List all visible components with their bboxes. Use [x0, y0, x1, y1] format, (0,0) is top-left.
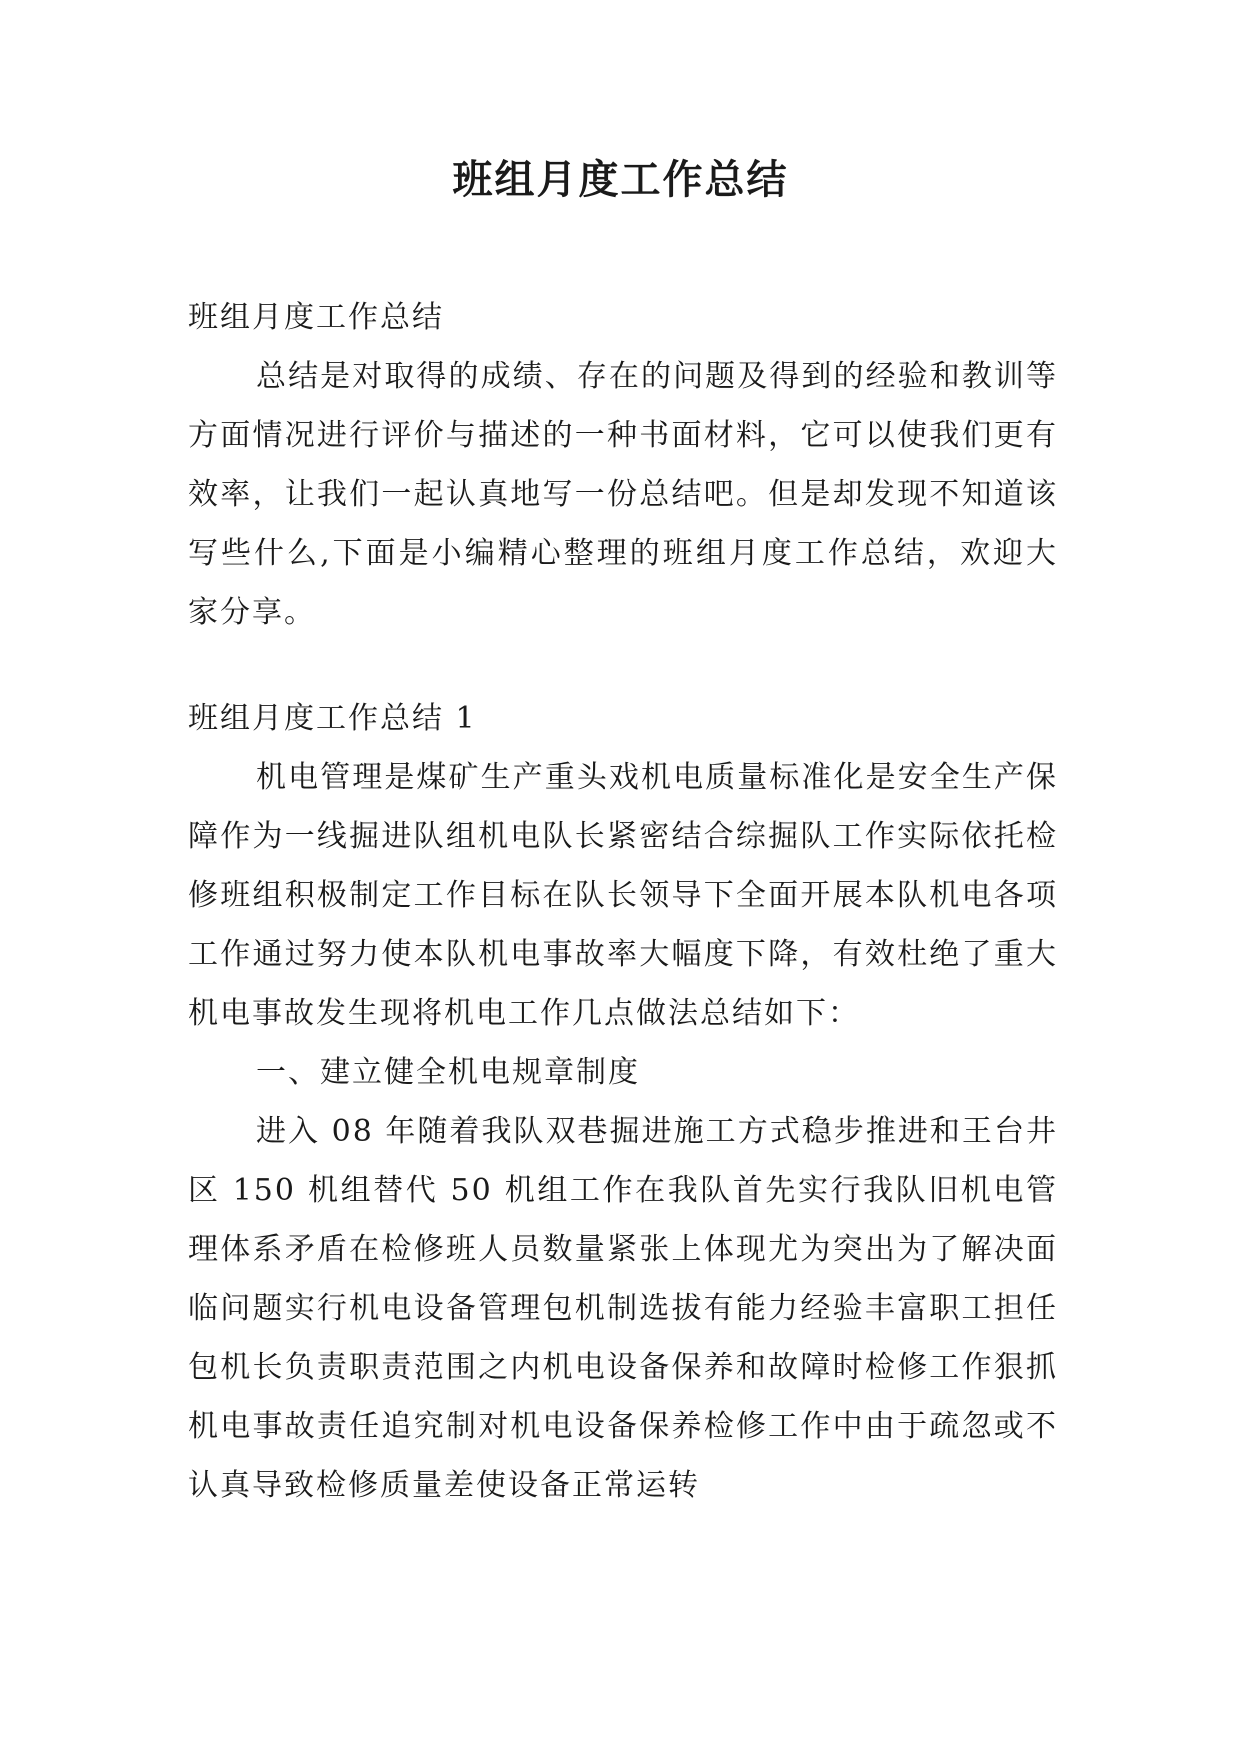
intro-heading: 班组月度工作总结 [188, 300, 444, 335]
document-title: 班组月度工作总结 [452, 156, 789, 203]
document-body [188, 288, 1058, 1515]
subheading-1: 一、建立健全机电规章制度 [256, 1055, 640, 1090]
section1-heading: 班组月度工作总结 1 [188, 701, 477, 736]
paragraph-2: 进入 08 年随着我队双巷掘进施工方式稳步推进和王台井区 150 机组替代 50 机组工作在我队首先实行我队旧机电管理体系矛盾在检修班人员数量紧张上体现尤为突出为了解决面临问题实行机电设备管理包机制选拔有能力经验丰富职工担任包机长负责职责范围之内机电设备保养和故障时检修工作狠抓机电事故责任追究制对机电设备保养检修工作中由于疏忽或不认真导致检修质量差使设备正常运转 [188, 1114, 1058, 1503]
paragraph-spacer [188, 642, 1058, 689]
section1-paragraph: 机电管理是煤矿生产重头戏机电质量标准化是安全生产保障作为一线掘进队组机电队长紧密结合综掘队工作实际依托检修班组积极制定工作目标在队长领导下全面开展本队机电各项工作通过努力使本队机电事故率大幅度下降，有效杜绝了重大机电事故发生现将机电工作几点做法总结如下： [188, 760, 1058, 1031]
intro-paragraph: 总结是对取得的成绩、存在的问题及得到的经验和教训等方面情况进行评价与描述的一种书面材料，它可以使我们更有效率，让我们一起认真地写一份总结吧。但是却发现不知道该写些什么,下面是小编精心整理的班组月度工作总结，欢迎大家分享。 [188, 359, 1058, 630]
